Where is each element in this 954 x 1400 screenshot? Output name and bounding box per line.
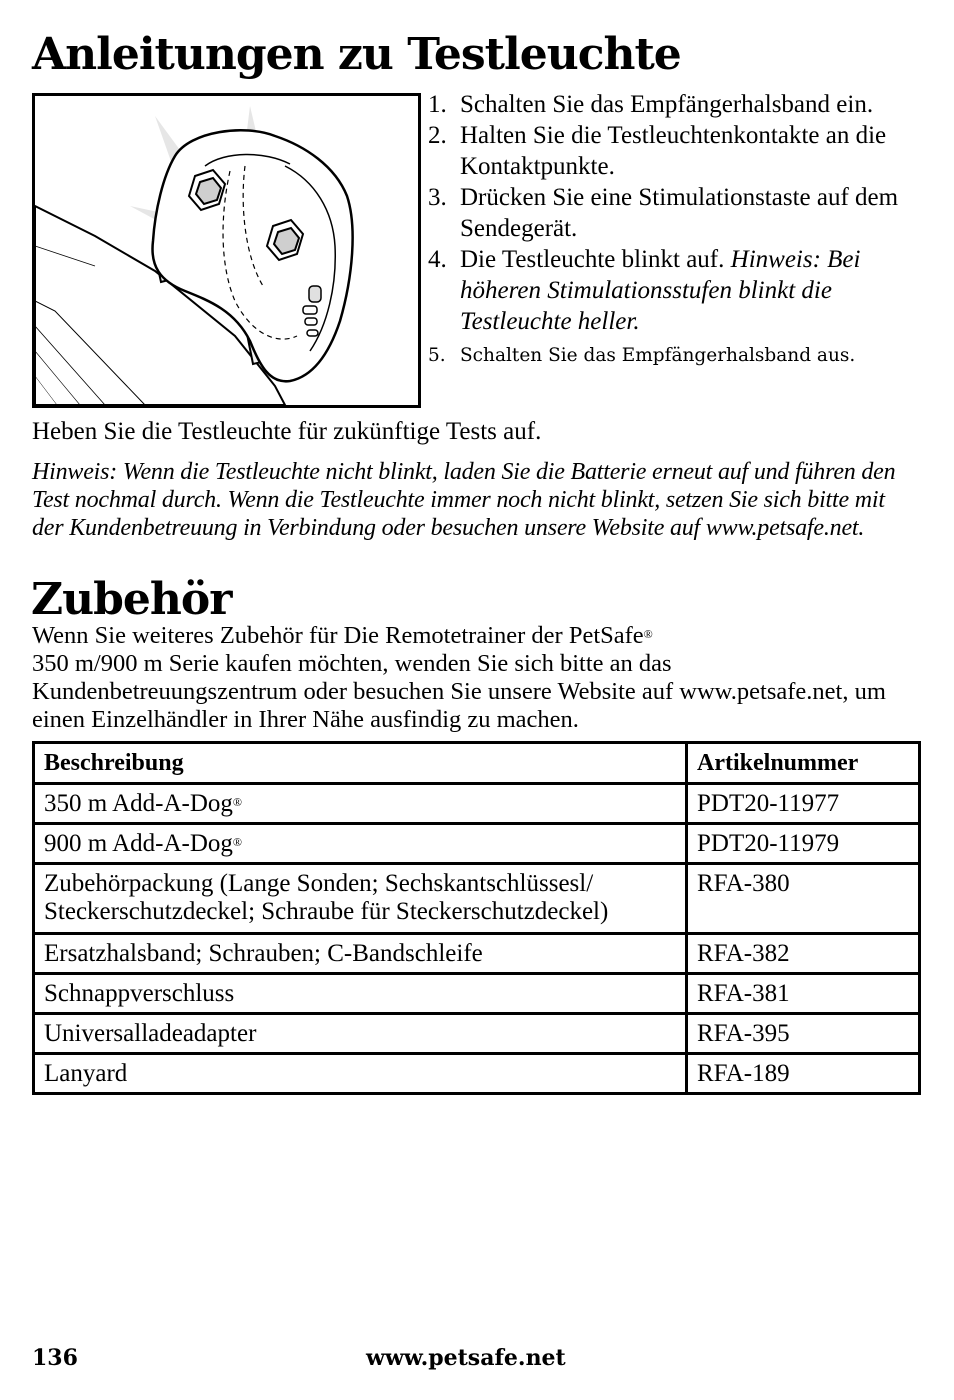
table-header-row	[34, 743, 920, 784]
row-item-number: RFA-189	[687, 1054, 920, 1094]
hinweis-note: Hinweis: Wenn die Testleuchte nicht blinkt, laden Sie die Batterie erneut auf und führen den Test nochmal durch. Wenn die Testleuchte immer noch nicht blinkt, setzen Sie sich bitte mit der Kundenbetreuung in Verbindung oder besuchen unsere Website auf www.petsafe.net.	[32, 459, 896, 541]
accessories-table	[32, 741, 921, 1095]
table-row	[34, 1014, 920, 1054]
step-text: Halten Sie die Testleuchtenkontakte an die Kontaktpunkte.	[460, 122, 887, 180]
row-description	[34, 824, 687, 864]
store-test-light-text: Heben Sie die Testleuchte für zukünftige Tests auf.	[32, 418, 542, 445]
description-text-line2: Steckerschutzdeckel; Schraube für Steckerschutzdeckel)	[44, 898, 609, 925]
table-row	[34, 974, 920, 1014]
table-row	[34, 864, 920, 934]
step-number: 4.	[428, 246, 447, 273]
step-item-1	[428, 89, 928, 120]
row-item-number: RFA-395	[687, 1014, 920, 1054]
row-description: Universalladeadapter	[34, 1014, 687, 1054]
description-text: 900 m Add-A-Dog	[44, 830, 233, 857]
step-item-5	[428, 343, 928, 369]
description-text: Zubehörpackung (Lange Sonden; Sechskantschlüssesl/	[44, 870, 594, 897]
column-header-item-number: Artikelnummer	[687, 743, 920, 784]
step-number: 5.	[428, 345, 446, 366]
table-row	[34, 934, 920, 974]
footer-website-link[interactable]: www.petsafe.net	[366, 1345, 566, 1371]
intro-text-part2: 350 m/900 m Serie kaufen möchten, wenden Sie sich bitte an das Kundenbetreuungszentrum oder besuchen Sie unsere Website auf www.petsafe.net, um einen Einzelhändler in Ihrer Nähe ausfindig zu machen.	[32, 650, 886, 733]
collar-test-light-illustration	[32, 93, 421, 408]
step-item-2	[428, 120, 928, 182]
section-title-accessories: Zubehör	[31, 574, 232, 625]
step-item-4	[428, 244, 928, 337]
step-item-3	[428, 182, 928, 244]
row-item-number: PDT20-11977	[687, 784, 920, 824]
step-number: 2.	[428, 122, 447, 149]
step-text: Die Testleuchte blinkt auf.	[460, 246, 731, 273]
registered-mark: ®	[643, 627, 653, 641]
column-header-description: Beschreibung	[34, 743, 687, 784]
section-title-test-light: Anleitungen zu Testleuchte	[32, 29, 681, 80]
accessories-intro	[32, 622, 932, 734]
intro-text-part1: Wenn Sie weiteres Zubehör für Die Remotetrainer der PetSafe	[32, 622, 644, 649]
step-text: Schalten Sie das Empfängerhalsband aus.	[460, 345, 856, 366]
row-item-number: RFA-380	[687, 864, 920, 934]
row-description: Ersatzhalsband; Schrauben; C-Bandschleife	[34, 934, 687, 974]
row-description: Schnappverschluss	[34, 974, 687, 1014]
table-row	[34, 824, 920, 864]
page-number: 136	[32, 1345, 78, 1371]
registered-mark: ®	[232, 795, 243, 809]
table-row	[34, 1054, 920, 1094]
row-description: Lanyard	[34, 1054, 687, 1094]
row-item-number: RFA-382	[687, 934, 920, 974]
step-text: Drücken Sie eine Stimulationstaste auf dem Sendegerät.	[460, 184, 899, 242]
description-text: 350 m Add-A-Dog	[44, 790, 233, 817]
step-note: Hinweis: Bei höheren Stimulationsstufen blinkt die Testleuchte heller.	[460, 246, 861, 335]
registered-mark: ®	[232, 835, 243, 849]
step-text: Schalten Sie das Empfängerhalsband ein.	[460, 91, 874, 118]
step-number: 3.	[428, 184, 447, 211]
table-row	[34, 784, 920, 824]
row-description	[34, 784, 687, 824]
collar-illustration-svg	[35, 96, 418, 405]
step-number: 1.	[428, 91, 447, 118]
row-item-number: PDT20-11979	[687, 824, 920, 864]
row-description	[34, 864, 687, 934]
test-light-steps	[428, 89, 928, 369]
row-item-number: RFA-381	[687, 974, 920, 1014]
